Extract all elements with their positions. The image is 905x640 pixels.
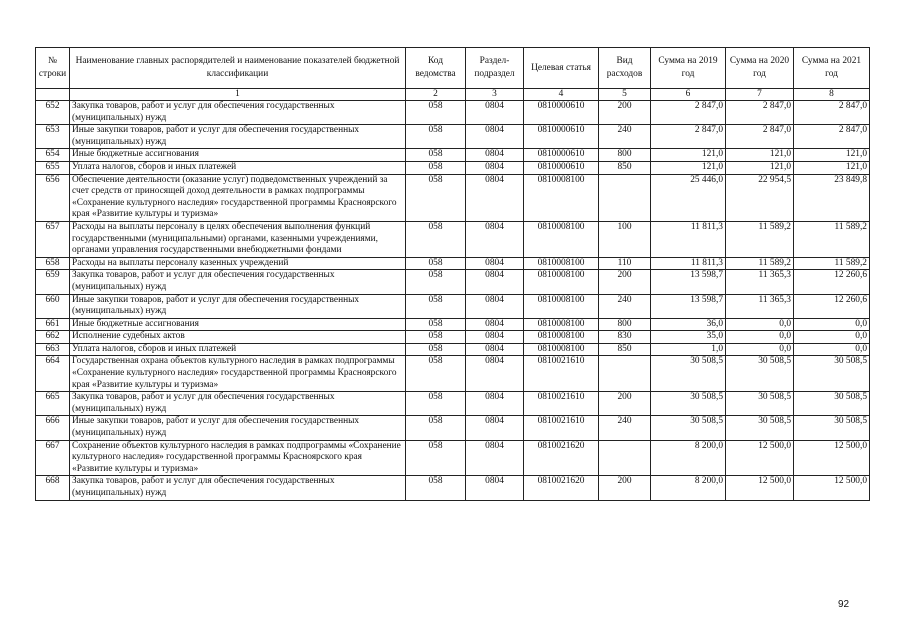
row-sum-2021: 0,0 (794, 318, 870, 331)
row-section: 0804 (466, 294, 524, 318)
row-type: 800 (599, 149, 651, 162)
row-sum-2019: 30 508,5 (651, 392, 726, 416)
row-dept: 058 (406, 476, 466, 500)
row-type: 200 (599, 270, 651, 294)
row-name: Иные закупки товаров, работ и услуг для обеспечения государственных (муниципальных) нужд (70, 125, 406, 149)
budget-table (35, 47, 870, 501)
row-name: Государственная охрана объектов культурного наследия в рамках подпрограммы «Сохранение культурного наследия» государственной программы Красноярского края «Развитие культуры и туризма» (70, 356, 406, 392)
row-article: 0810008100 (524, 257, 599, 270)
row-sum-2020: 0,0 (726, 343, 794, 356)
row-type: 830 (599, 331, 651, 344)
row-num: 668 (36, 476, 70, 500)
row-dept: 058 (406, 343, 466, 356)
row-sum-2020: 2 847,0 (726, 101, 794, 125)
row-sum-2020: 30 508,5 (726, 392, 794, 416)
row-name: Исполнение судебных актов (70, 331, 406, 344)
row-num: 652 (36, 101, 70, 125)
row-num: 658 (36, 257, 70, 270)
row-sum-2021: 12 260,6 (794, 294, 870, 318)
header-section: Раздел-подраздел (466, 48, 524, 89)
row-num: 660 (36, 294, 70, 318)
table-row (36, 343, 870, 356)
row-article: 0810008100 (524, 270, 599, 294)
row-article: 0810008100 (524, 221, 599, 257)
table-row (36, 318, 870, 331)
row-dept: 058 (406, 161, 466, 174)
row-article: 0810000610 (524, 161, 599, 174)
table-row (36, 270, 870, 294)
row-sum-2020: 12 500,0 (726, 476, 794, 500)
row-name: Уплата налогов, сборов и иных платежей (70, 343, 406, 356)
row-article: 0810008100 (524, 331, 599, 344)
row-dept: 058 (406, 270, 466, 294)
row-num: 653 (36, 125, 70, 149)
row-sum-2020: 0,0 (726, 318, 794, 331)
row-num: 659 (36, 270, 70, 294)
row-num: 662 (36, 331, 70, 344)
row-dept: 058 (406, 440, 466, 476)
row-name: Обеспечение деятельности (оказание услуг) подведомственных учреждений за счет средств от приносящей доход деятельности в рамках подпрограммы «Сохранение культурного наследия» государственной программы Красноярского края «Развитие культуры и туризма» (70, 174, 406, 221)
row-section: 0804 (466, 331, 524, 344)
row-type (599, 174, 651, 221)
table-row (36, 331, 870, 344)
row-sum-2020: 11 365,3 (726, 294, 794, 318)
row-sum-2020: 2 847,0 (726, 125, 794, 149)
table-row (36, 440, 870, 476)
row-type (599, 356, 651, 392)
row-type: 850 (599, 161, 651, 174)
row-sum-2019: 35,0 (651, 331, 726, 344)
table-row (36, 149, 870, 162)
row-section: 0804 (466, 101, 524, 125)
row-sum-2019: 2 847,0 (651, 125, 726, 149)
table-row (36, 221, 870, 257)
row-sum-2019: 2 847,0 (651, 101, 726, 125)
row-name: Закупка товаров, работ и услуг для обеспечения государственных (муниципальных) нужд (70, 476, 406, 500)
row-section: 0804 (466, 343, 524, 356)
row-type: 240 (599, 125, 651, 149)
row-sum-2021: 11 589,2 (794, 221, 870, 257)
table-row (36, 476, 870, 500)
row-type: 100 (599, 221, 651, 257)
row-num: 666 (36, 416, 70, 440)
row-sum-2019: 25 446,0 (651, 174, 726, 221)
row-section: 0804 (466, 318, 524, 331)
row-type: 850 (599, 343, 651, 356)
row-sum-2021: 121,0 (794, 161, 870, 174)
row-article: 0810000610 (524, 101, 599, 125)
row-section: 0804 (466, 174, 524, 221)
row-sum-2020: 11 365,3 (726, 270, 794, 294)
column-numbers-row (36, 89, 870, 101)
header-sum2020: Сумма на 2020 год (726, 48, 794, 89)
row-dept: 058 (406, 174, 466, 221)
colnum-2: 2 (406, 89, 466, 101)
row-dept: 058 (406, 221, 466, 257)
row-sum-2019: 13 598,7 (651, 270, 726, 294)
row-name: Расходы на выплаты персоналу в целях обеспечения выполнения функций государственными (муниципальными) органами, казенными учреждениями, органами управления государственными внебюджетными фондами (70, 221, 406, 257)
header-sum2021: Сумма на 2021 год (794, 48, 870, 89)
row-article: 0810021610 (524, 416, 599, 440)
row-sum-2021: 12 260,6 (794, 270, 870, 294)
row-sum-2019: 1,0 (651, 343, 726, 356)
colnum-6: 6 (651, 89, 726, 101)
row-num: 661 (36, 318, 70, 331)
row-sum-2019: 121,0 (651, 149, 726, 162)
table-row (36, 416, 870, 440)
row-sum-2021: 2 847,0 (794, 125, 870, 149)
row-sum-2021: 121,0 (794, 149, 870, 162)
row-sum-2019: 8 200,0 (651, 476, 726, 500)
row-num: 667 (36, 440, 70, 476)
row-name: Иные бюджетные ассигнования (70, 318, 406, 331)
row-dept: 058 (406, 416, 466, 440)
colnum-8: 8 (794, 89, 870, 101)
row-sum-2021: 0,0 (794, 331, 870, 344)
colnum-4: 4 (524, 89, 599, 101)
row-article: 0810008100 (524, 174, 599, 221)
table-row (36, 101, 870, 125)
row-name: Закупка товаров, работ и услуг для обеспечения государственных (муниципальных) нужд (70, 392, 406, 416)
row-dept: 058 (406, 101, 466, 125)
row-article: 0810008100 (524, 343, 599, 356)
header-row (36, 48, 870, 89)
row-name: Иные закупки товаров, работ и услуг для обеспечения государственных (муниципальных) нужд (70, 416, 406, 440)
row-section: 0804 (466, 270, 524, 294)
row-sum-2019: 30 508,5 (651, 356, 726, 392)
row-dept: 058 (406, 294, 466, 318)
row-sum-2021: 30 508,5 (794, 356, 870, 392)
row-sum-2021: 0,0 (794, 343, 870, 356)
row-type: 200 (599, 476, 651, 500)
row-article: 0810000610 (524, 125, 599, 149)
row-dept: 058 (406, 149, 466, 162)
colnum-5: 5 (599, 89, 651, 101)
row-article: 0810008100 (524, 318, 599, 331)
row-num: 665 (36, 392, 70, 416)
row-section: 0804 (466, 440, 524, 476)
row-type: 200 (599, 101, 651, 125)
row-article: 0810021610 (524, 356, 599, 392)
row-article: 0810021620 (524, 440, 599, 476)
table-row (36, 392, 870, 416)
row-num: 664 (36, 356, 70, 392)
page-number: 92 (838, 599, 850, 610)
row-section: 0804 (466, 149, 524, 162)
row-name: Закупка товаров, работ и услуг для обеспечения государственных (муниципальных) нужд (70, 270, 406, 294)
row-section: 0804 (466, 221, 524, 257)
row-sum-2020: 11 589,2 (726, 221, 794, 257)
row-num: 657 (36, 221, 70, 257)
row-sum-2019: 30 508,5 (651, 416, 726, 440)
row-type: 240 (599, 416, 651, 440)
header-dept: Код ведомства (406, 48, 466, 89)
row-num: 656 (36, 174, 70, 221)
row-type: 800 (599, 318, 651, 331)
colnum-7: 7 (726, 89, 794, 101)
row-article: 0810008100 (524, 294, 599, 318)
table-row (36, 161, 870, 174)
row-sum-2021: 23 849,8 (794, 174, 870, 221)
row-dept: 058 (406, 318, 466, 331)
row-article: 0810000610 (524, 149, 599, 162)
row-num: 654 (36, 149, 70, 162)
row-section: 0804 (466, 161, 524, 174)
header-article: Целевая статья (524, 48, 599, 89)
row-name: Расходы на выплаты персоналу казенных учреждений (70, 257, 406, 270)
row-sum-2019: 121,0 (651, 161, 726, 174)
row-sum-2020: 22 954,5 (726, 174, 794, 221)
row-sum-2021: 30 508,5 (794, 416, 870, 440)
row-dept: 058 (406, 257, 466, 270)
colnum-1: 1 (70, 89, 406, 101)
row-sum-2020: 121,0 (726, 149, 794, 162)
row-type (599, 440, 651, 476)
row-article: 0810021610 (524, 392, 599, 416)
row-sum-2021: 11 589,2 (794, 257, 870, 270)
row-dept: 058 (406, 125, 466, 149)
row-sum-2020: 11 589,2 (726, 257, 794, 270)
row-type: 110 (599, 257, 651, 270)
header-type: Вид расходов (599, 48, 651, 89)
row-section: 0804 (466, 257, 524, 270)
row-num: 655 (36, 161, 70, 174)
table-row (36, 174, 870, 221)
header-sum2019: Сумма на 2019 год (651, 48, 726, 89)
row-section: 0804 (466, 416, 524, 440)
row-sum-2020: 30 508,5 (726, 416, 794, 440)
row-sum-2019: 11 811,3 (651, 221, 726, 257)
row-section: 0804 (466, 476, 524, 500)
row-article: 0810021620 (524, 476, 599, 500)
row-section: 0804 (466, 356, 524, 392)
row-sum-2019: 36,0 (651, 318, 726, 331)
table-row (36, 257, 870, 270)
colnum-0 (36, 89, 70, 101)
table-row (36, 356, 870, 392)
row-dept: 058 (406, 331, 466, 344)
row-sum-2020: 12 500,0 (726, 440, 794, 476)
row-section: 0804 (466, 125, 524, 149)
row-sum-2019: 8 200,0 (651, 440, 726, 476)
row-sum-2021: 2 847,0 (794, 101, 870, 125)
row-name: Уплата налогов, сборов и иных платежей (70, 161, 406, 174)
table-row (36, 125, 870, 149)
row-section: 0804 (466, 392, 524, 416)
row-type: 240 (599, 294, 651, 318)
row-sum-2019: 13 598,7 (651, 294, 726, 318)
row-dept: 058 (406, 356, 466, 392)
row-sum-2021: 12 500,0 (794, 476, 870, 500)
row-name: Закупка товаров, работ и услуг для обеспечения государственных (муниципальных) нужд (70, 101, 406, 125)
row-num: 663 (36, 343, 70, 356)
row-dept: 058 (406, 392, 466, 416)
header-name: Наименование главных распорядителей и наименование показателей бюджетной классификации (70, 48, 406, 89)
row-sum-2020: 30 508,5 (726, 356, 794, 392)
header-num: № строки (36, 48, 70, 89)
row-name: Иные бюджетные ассигнования (70, 149, 406, 162)
row-sum-2020: 121,0 (726, 161, 794, 174)
colnum-3: 3 (466, 89, 524, 101)
row-sum-2020: 0,0 (726, 331, 794, 344)
row-name: Иные закупки товаров, работ и услуг для обеспечения государственных (муниципальных) нужд (70, 294, 406, 318)
row-sum-2019: 11 811,3 (651, 257, 726, 270)
row-sum-2021: 12 500,0 (794, 440, 870, 476)
row-type: 200 (599, 392, 651, 416)
row-sum-2021: 30 508,5 (794, 392, 870, 416)
row-name: Сохранение объектов культурного наследия в рамках подпрограммы «Сохранение культурного наследия» государственной программы Красноярского края «Развитие культуры и туризма» (70, 440, 406, 476)
table-row (36, 294, 870, 318)
